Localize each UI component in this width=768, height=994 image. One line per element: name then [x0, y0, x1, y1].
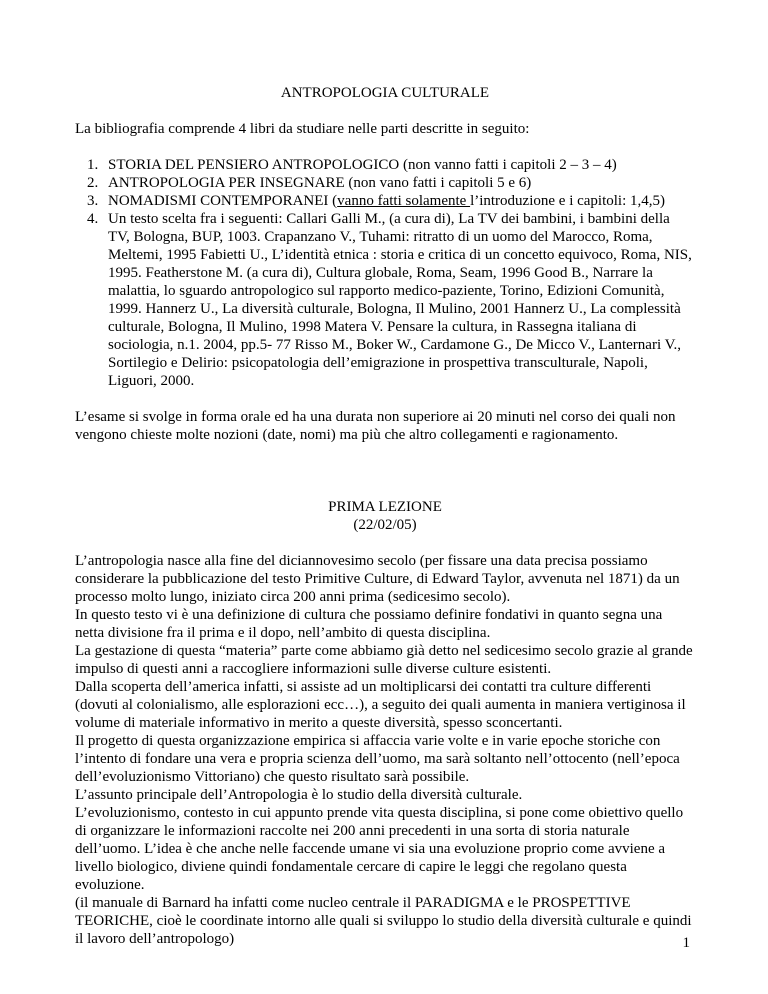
list-item — [75, 156, 695, 174]
lesson-paragraph: In questo testo vi è una definizione di cultura che possiamo definire fondativi in quanto segna una netta divisione fra il prima e il dopo, nell’ambito di questa disciplina. — [75, 607, 663, 641]
list-number: 4. — [87, 211, 99, 227]
lesson-paragraph: L’antropologia nasce alla fine del diciannovesimo secolo (per fissare una data precisa possiamo considerare la pubblicazione del testo Primitive Culture, di Edward Taylor, avvenuta nel 1871) da un processo molto lungo, iniziato circa 200 anni prima (sedicesimo secolo). — [75, 553, 680, 605]
document-page — [75, 84, 695, 948]
lesson-paragraph: Dalla scoperta dell’america infatti, si assiste ad un moltiplicarsi dei contatti tra culture differenti (dovuti al colonialismo, alle esplorazioni ecc…), a seguito dei quali aumenta in maniera vertiginosa il volume di materiale informativo in merito a queste diversità, spesso sconcertanti. — [75, 679, 686, 731]
underlined-text: vanno fatti solamente — [337, 193, 471, 209]
list-item-text: ANTROPOLOGIA PER INSEGNARE (non vano fatti i capitoli 5 e 6) — [108, 175, 532, 191]
list-number: 3. — [87, 193, 99, 209]
list-item-text-end: l’introduzione e i capitoli: 1,4,5) — [470, 193, 666, 209]
lesson-paragraph: (il manuale di Barnard ha infatti come nucleo centrale il PARADIGMA e le PROSPETTIVE TEORICHE, cioè le coordinate intorno alle quali si sviluppo lo studio della diversità culturale e quindi il lavoro dell’antropologo) — [75, 895, 692, 947]
lesson-title: PRIMA LEZIONE — [328, 499, 442, 515]
bibliography-list — [75, 156, 695, 390]
list-item-text-start: NOMADISMI CONTEMPORANEI ( — [108, 193, 338, 209]
lesson-paragraph: Il progetto di questa organizzazione empirica si affaccia varie volte e in varie epoche storiche con l’intento di fondare una vera e propria scienza dell’uomo, ma sarà soltanto nell’ottocento (nell’epoca dell’evoluzionismo Vittoriano) che questo risultato sarà possibile. — [75, 733, 680, 785]
document-title: ANTROPOLOGIA CULTURALE — [280, 85, 490, 101]
list-number: 1. — [87, 157, 99, 173]
lesson-paragraph: La gestazione di questa “materia” parte come abbiamo già detto nel sedicesimo secolo grazie al grande impulso di questi anni a raccogliere informazioni sulle diverse culture esistenti. — [75, 643, 693, 677]
exam-paragraph: L’esame si svolge in forma orale ed ha una durata non superiore ai 20 minuti nel corso dei quali non vengono chieste molte nozioni (date, nomi) ma più che altro collegamenti e ragionamento. — [75, 409, 676, 443]
lesson-paragraph: L’evoluzionismo, contesto in cui appunto prende vita questa disciplina, si pone come obiettivo quello di organizzare le informazioni raccolte nei 200 anni precedenti in una sorta di storia naturale dell’uomo. L’idea è che anche nelle faccende umane vi sia una evoluzione proprio come avviene a livello biologico, diviene quindi fondamentale cercare di capire le leggi che regolano questa evoluzione. — [75, 805, 684, 893]
page-number: 1 — [682, 935, 690, 951]
list-number: 2. — [87, 175, 99, 191]
list-item — [75, 174, 695, 192]
lesson-paragraph: L’assunto principale dell’Antropologia è lo studio della diversità culturale. — [75, 787, 523, 803]
list-item — [75, 192, 695, 210]
lesson-date: (22/02/05) — [353, 517, 417, 533]
lesson-body — [75, 552, 695, 948]
list-item-text: Un testo scelta fra i seguenti: Callari Galli M., (a cura di), La TV dei bambini, i bambini della TV, Bologna, BUP, 1003. Crapanzano V., Tuhami: ritratto di un uomo del Marocco, Roma, Meltemi, 1995 Fabietti U., L’identità etnica : storia e critica di un concetto equivoco, Roma, NIS, 1995. Featherstone M. (a cura di), Cultura globale, Roma, Seam, 1996 Good B., Narrare la malattia, lo sguardo antropologico sul rapporto medico-paziente, Torino, Edizioni Comunità, 1999. Hannerz U., La diversità culturale, Bologna, Il Mulino, 2001 Hannerz U., La complessità culturale, Bologna, Il Mulino, 1998 Matera V. Pensare la cultura, in Rassegna italiana di sociologia, n.1. 2004, pp.5- 77 Risso M., Boker W., Cardamone G., De Micco V., Lanternari V., Sortilegio e Delirio: psicopatologia dell’emigrazione in prospettiva transculturale, Napoli, Liguori, 2000. — [108, 211, 692, 389]
list-item-text: STORIA DEL PENSIERO ANTROPOLOGICO (non vanno fatti i capitoli 2 – 3 – 4) — [108, 157, 617, 173]
bibliography-intro: La bibliografia comprende 4 libri da studiare nelle parti descritte in seguito: — [75, 121, 530, 137]
list-item — [75, 210, 695, 390]
